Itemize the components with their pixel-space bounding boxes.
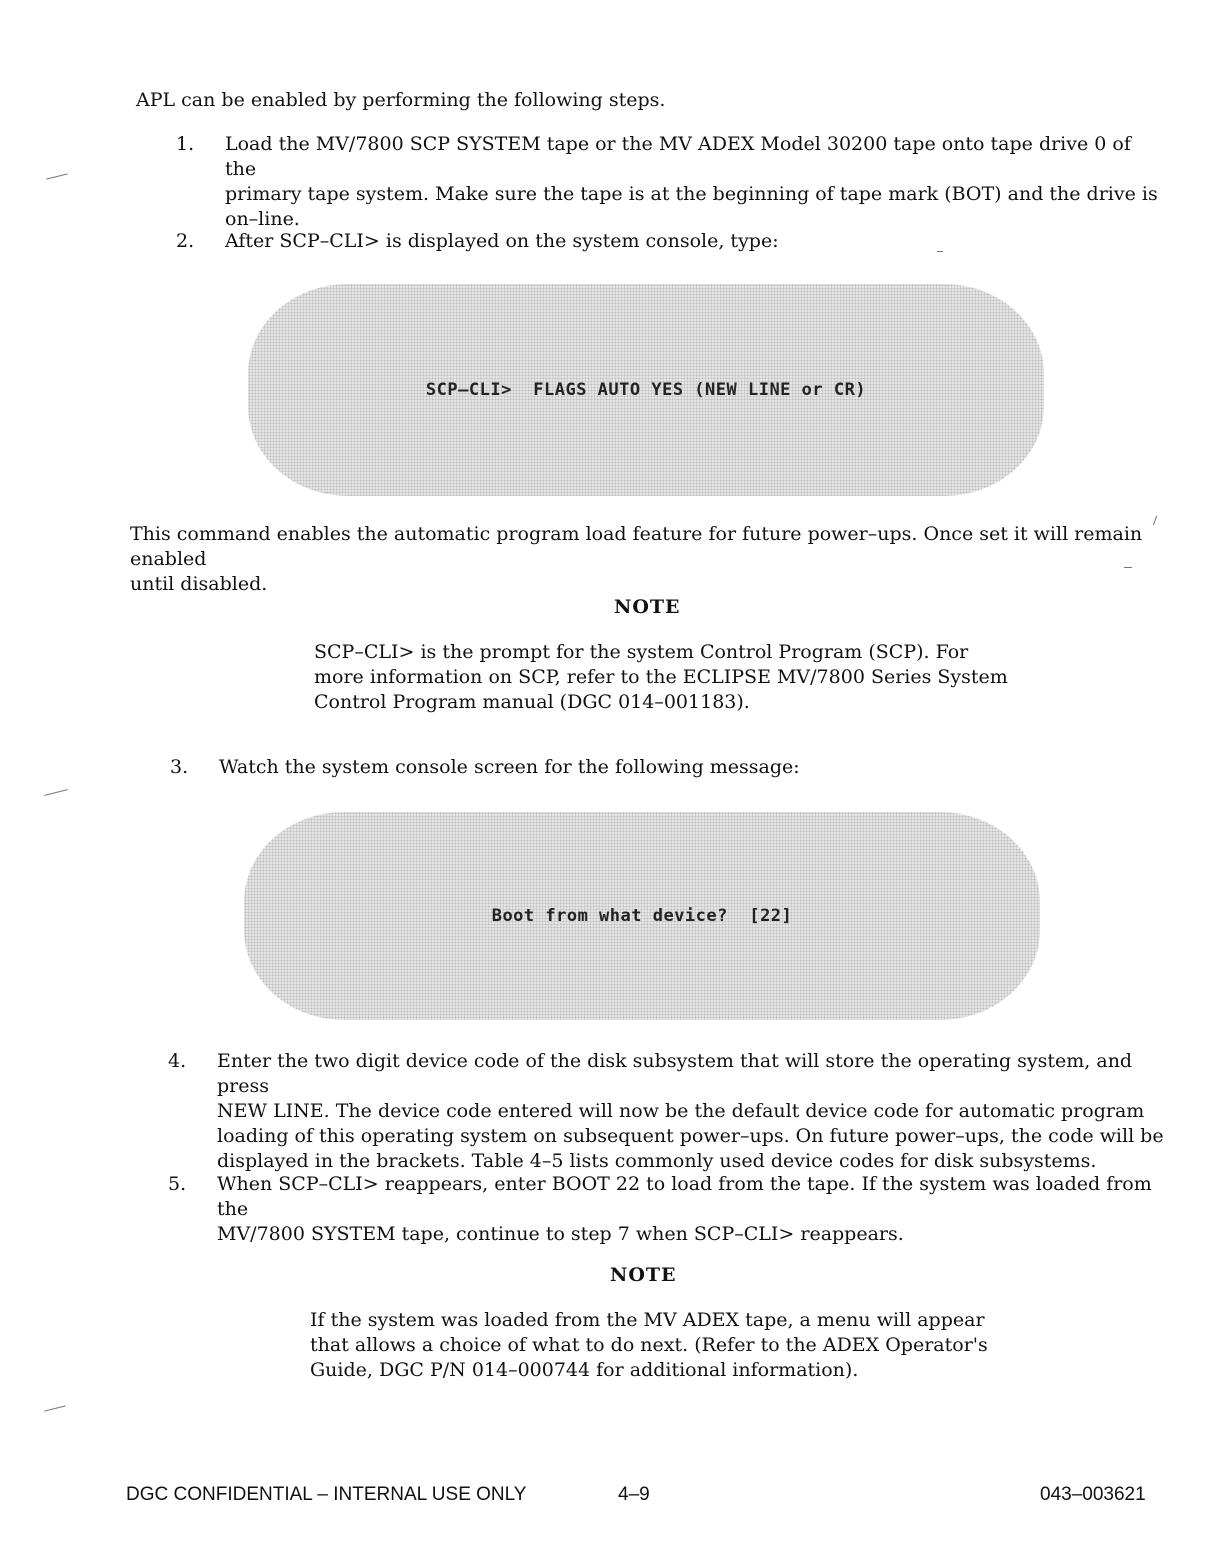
page-number: 4–9	[618, 1484, 650, 1505]
step-line: Enter the two digit device code of the disk subsystem that will store the operating system, and press	[217, 1050, 1133, 1097]
note-body	[314, 640, 1014, 715]
note-line: more information on SCP, refer to the ECLIPSE MV/7800 Series System	[314, 666, 1008, 688]
step-line: Watch the system console screen for the following message:	[219, 756, 800, 778]
margin-mark	[44, 1405, 66, 1411]
console-message: Boot from what device? [22]	[491, 906, 793, 926]
step-number: 2.	[176, 230, 195, 252]
paragraph-line: until disabled.	[130, 573, 268, 595]
step-text	[225, 132, 1166, 232]
step-4	[168, 1049, 1168, 1172]
note-line: Control Program manual (DGC 014–001183).	[314, 691, 750, 713]
note-line: Guide, DGC P/N 014–000744 for additional information).	[310, 1359, 859, 1381]
step-number: 1.	[176, 133, 195, 155]
note-body	[310, 1308, 1010, 1383]
step-line: After SCP–CLI> is displayed on the system console, type:	[225, 230, 779, 252]
intro-paragraph: APL can be enabled by performing the following steps.	[136, 89, 666, 111]
margin-mark	[1124, 567, 1132, 568]
paragraph-line: This command enables the automatic program load feature for future power–ups. Once set it will remain enabled	[130, 523, 1143, 570]
step-text	[225, 229, 779, 254]
step-number: 3.	[170, 756, 189, 778]
margin-mark	[44, 789, 68, 796]
command-description	[130, 522, 1170, 597]
step-5	[168, 1172, 1168, 1245]
console-screen	[248, 284, 1044, 496]
step-line: primary tape system. Make sure the tape is at the beginning of tape mark (BOT) and the drive is	[225, 183, 1158, 205]
step-line: on–line.	[225, 208, 300, 230]
margin-mark	[46, 173, 68, 179]
note-line: SCP–CLI> is the prompt for the system Control Program (SCP). For	[314, 641, 969, 663]
step-line: MV/7800 SYSTEM tape, continue to step 7 when SCP–CLI> reappears.	[217, 1223, 904, 1245]
console-screen	[244, 812, 1040, 1020]
step-text	[219, 755, 800, 780]
note-line: If the system was loaded from the MV ADEX tape, a menu will appear	[310, 1309, 985, 1331]
note-heading: NOTE	[614, 596, 681, 618]
note-heading: NOTE	[610, 1264, 677, 1286]
footer-confidential: DGC CONFIDENTIAL – INTERNAL USE ONLY	[126, 1484, 527, 1505]
console-command: SCP–CLI> FLAGS AUTO YES (NEW LINE or CR)	[425, 380, 867, 400]
step-line: NEW LINE. The device code entered will now be the default device code for automatic program	[217, 1100, 1145, 1122]
step-text	[217, 1172, 1168, 1247]
step-1	[176, 132, 1166, 230]
step-number: 4.	[168, 1050, 187, 1072]
document-number: 043–003621	[1040, 1484, 1146, 1505]
step-2	[176, 229, 1166, 259]
step-line: loading of this operating system on subsequent power–ups. On future power–ups, the code will be	[217, 1125, 1164, 1147]
note-line: that allows a choice of what to do next. (Refer to the ADEX Operator's	[310, 1334, 988, 1356]
step-line: When SCP–CLI> reappears, enter BOOT 22 to load from the tape. If the system was loaded from the	[217, 1173, 1152, 1220]
step-line: Load the MV/7800 SCP SYSTEM tape or the MV ADEX Model 30200 tape onto tape drive 0 of the	[225, 133, 1131, 180]
margin-mark	[937, 251, 943, 252]
step-line: displayed in the brackets. Table 4–5 lists commonly used device codes for disk subsystems.	[217, 1150, 1097, 1172]
step-3	[170, 755, 1160, 785]
step-number: 5.	[168, 1173, 187, 1195]
step-text	[217, 1049, 1168, 1174]
